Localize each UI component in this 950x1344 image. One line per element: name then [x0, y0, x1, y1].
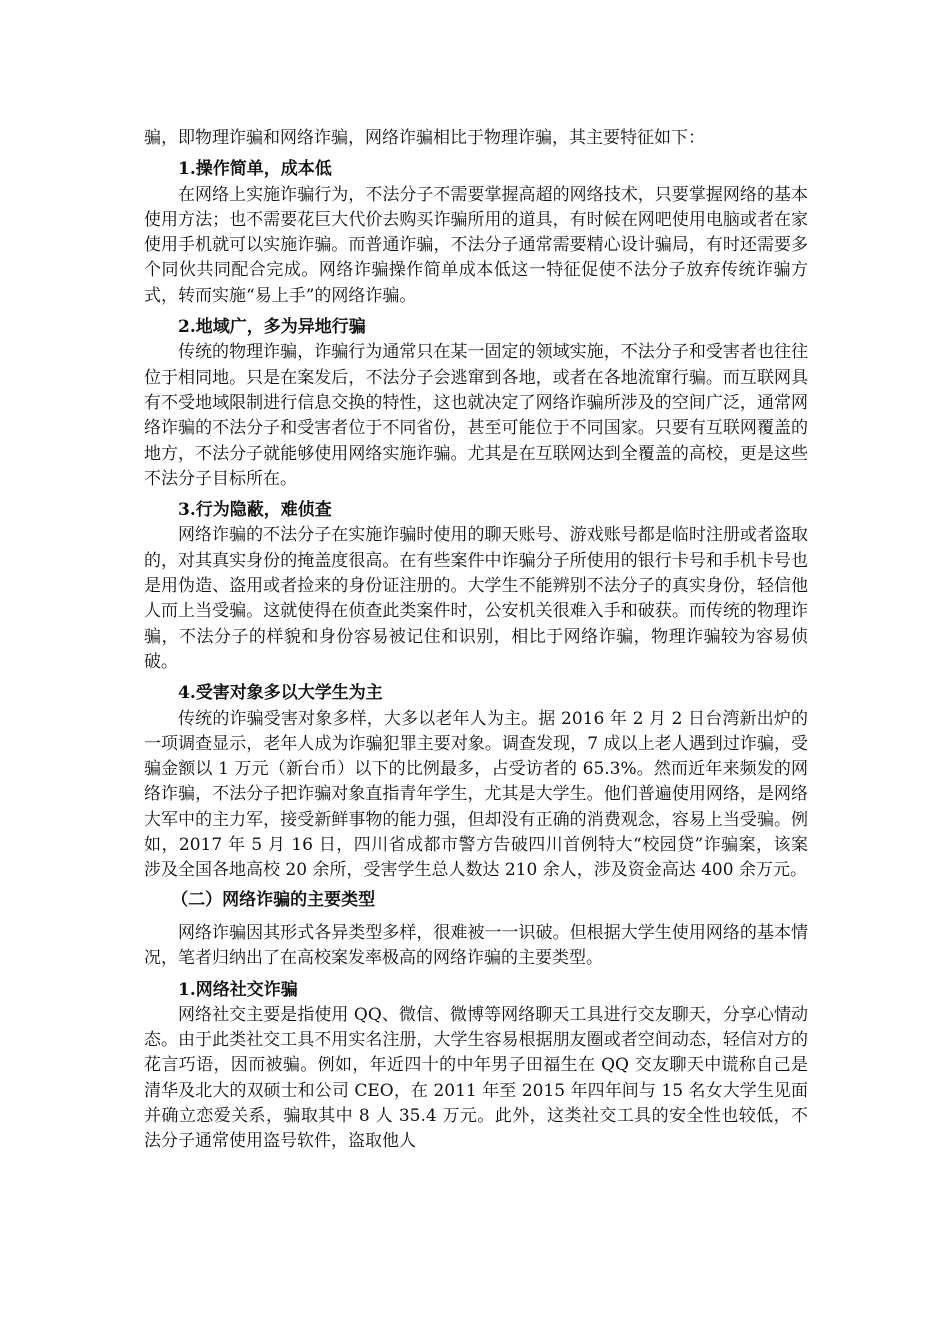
- section-heading: （二）网络诈骗的主要类型: [171, 889, 376, 910]
- feature-heading-2: 2.地域广，多为异地行骗: [178, 317, 366, 338]
- feature-paragraph-4: 传统的诈骗受害对象多样，大多以老年人为主。据 2016 年 2 月 2 日台湾新出炉的一项调查显示，老年人成为诈骗犯罪主要对象。调查发现，7 成以上老人遇到过诈骗，受骗金额以 1 万元（新台币）以下的比例最多，占受访者的 65.3%。然而近年来频发的网络诈骗，不法分子把诈骗对象直指青年学生，尤其是大学生。他们普遍使用网络，是网络大军中的主力军，接受新鲜事物的能力强，但却没有正确的消费观念，容易上当受骗。例如，2017 年 5 月 16 日，四川省成都市警方告破四川首例特大“校园贷”诈骗案，该案涉及全国各地高校 20 余所，受害学生总人数达 210 余人，涉及资金高达 400 余万元。: [144, 708, 808, 881]
- feature-heading-1: 1.操作简单，成本低: [178, 159, 332, 180]
- feature-heading-4: 4.受害对象多以大学生为主: [178, 683, 383, 704]
- feature-heading-3: 3.行为隐蔽，难侦查: [178, 500, 332, 521]
- document-page: [144, 126, 808, 1155]
- feature-paragraph-1: 在网络上实施诈骗行为，不法分子不需要掌握高超的网络技术，只要掌握网络的基本使用方法；也不需要花巨大代价去购买诈骗所用的道具，有时候在网吧使用电脑或者在家使用手机就可以实施诈骗。而普通诈骗，不法分子通常需要精心设计骗局，有时还需要多个同伙共同配合完成。网络诈骗操作简单成本低这一特征促使不法分子放弃传统诈骗方式，转而实施“易上手”的网络诈骗。: [144, 184, 808, 306]
- type-paragraph-1: 网络社交主要是指使用 QQ、微信、微博等网络聊天工具进行交友聊天，分享心情动态。由于此类社交工具不用实名注册，大学生容易根据朋友圈或者空间动态，轻信对方的花言巧语，因而被骗。例如，年近四十的中年男子田福生在 QQ 交友聊天中谎称自己是清华及北大的双硕士和公司 CEO，在 2011 年至 2015 年四年间与 15 名女大学生见面并确立恋爱关系，骗取其中 8 人 35.4 万元。此外，这类社交工具的安全性也较低，不法分子通常使用盗号软件，盗取他人: [144, 1004, 808, 1152]
- section-intro-paragraph: 网络诈骗因其形式各异类型多样，很难被一一识破。但根据大学生使用网络的基本情况，笔者归纳出了在高校案发率极高的网络诈骗的主要类型。: [144, 922, 808, 969]
- feature-paragraph-3: 网络诈骗的不法分子在实施诈骗时使用的聊天账号、游戏账号都是临时注册或者盗取的，对其真实身份的掩盖度很高。在有些案件中诈骗分子所使用的银行卡号和手机卡号也是用伪造、盗用或者捡来的身份证注册的。大学生不能辨别不法分子的真实身份，轻信他人而上当受骗。这就使得在侦查此类案件时，公安机关很难入手和破获。而传统的物理诈骗，不法分子的样貌和身份容易被记住和识别，相比于网络诈骗，物理诈骗较为容易侦破。: [144, 525, 808, 672]
- intro-paragraph: 骗，即物理诈骗和网络诈骗，网络诈骗相比于物理诈骗，其主要特征如下：: [144, 128, 705, 148]
- feature-paragraph-2: 传统的物理诈骗，诈骗行为通常只在某一固定的领域实施，不法分子和受害者也往往位于相同地。只是在案发后，不法分子会逃窜到各地，或者在各地流窜行骗。而互联网具有不受地域限制进行信息交换的特性，这也就决定了网络诈骗所涉及的空间广泛，通常网络诈骗的不法分子和受害者位于不同省份，甚至可能位于不同国家。只要有互联网覆盖的地方，不法分子就能够使用网络实施诈骗。尤其是在互联网达到全覆盖的高校，更是这些不法分子目标所在。: [144, 342, 808, 489]
- type-heading-1: 1.网络社交诈骗: [178, 979, 298, 1000]
